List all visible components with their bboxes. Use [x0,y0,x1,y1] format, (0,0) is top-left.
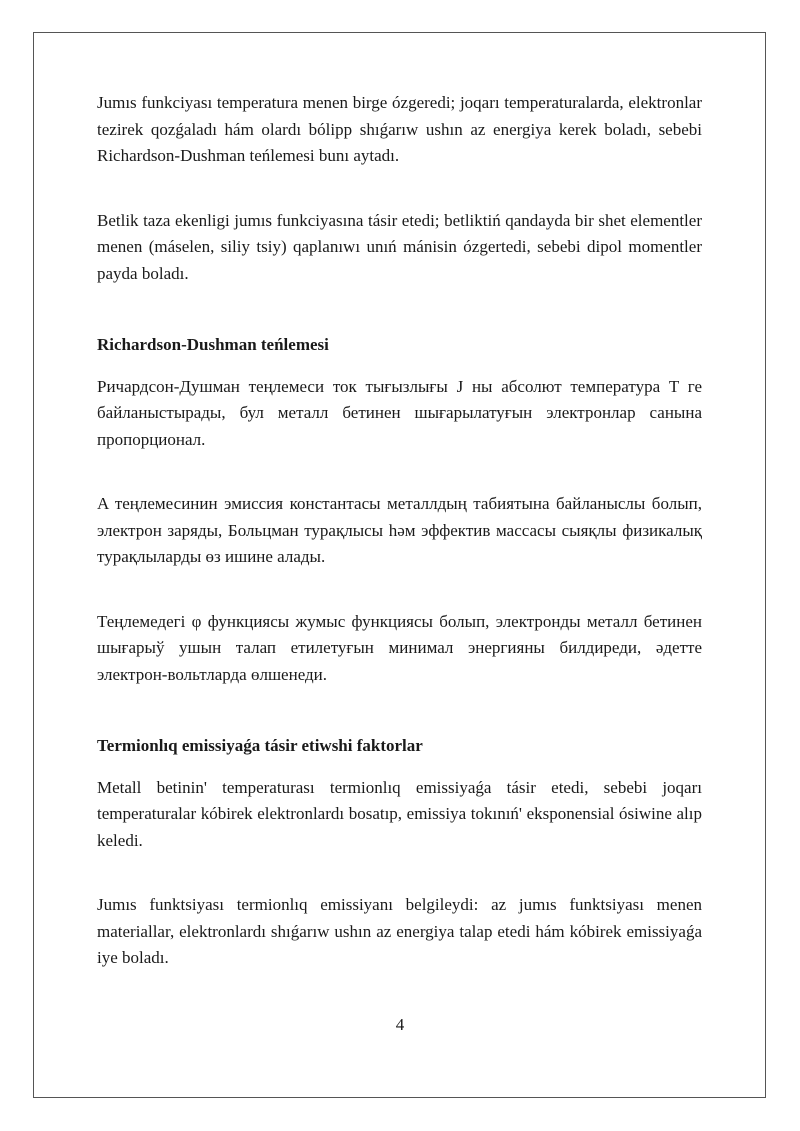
paragraph-emission-constant: A теңлемесинин эмиссия константасы металлдың табиятына байланыслы болып, электрон заряды, Больцман турақлысы һәм эффектив массасы сыяқлы физикалық турақлыларды өз ишине алады. [97,494,702,566]
paragraph-work-function-temperature: Jumıs funkciyası temperatura menen birge ózgeredi; joqarı temperaturalarda, elektronlar tezirek qozǵaladı hám olardı bólipp shıǵarıw ushın az energiya kerek boladı, sebebi Richardson-Dushman teńlemesi bunı aytadı. [97,93,702,165]
document-body [97,90,702,972]
heading-emission-factors: Termionlıq emissiyaǵa tásir etiwshi faktorlar [97,736,423,755]
paragraph-phi-work-function: Теңлемедегі φ функциясы жумыс функциясы болып, электронды металл бетинен шығарыў ушын талап етилетуғын минимал энергияны билдиреди, әдетте электрон-вольтларда өлшенеди. [97,611,702,684]
paragraph-richardson-current-density: Ричардсон-Душман теңлемеси ток тығызлығы J ны абсолют температура T ге байланыстырады, бул металл бетинен шығарылатуғын электронлар санына пропорционал. [97,376,702,449]
page-number: 4 [395,1015,405,1034]
paragraph-surface-cleanliness: Betlik taza ekenligi jumıs funkciyasına tásir etedi; betliktiń qandayda bir shet elementler menen (máselen, siliy tsiy) qaplanıwı unıń mánisin ózgertedi, sebebi dipol momentler payda boladı. [97,210,702,283]
paragraph-metal-temperature: Metall betinin' temperaturası termionlıq emissiyaǵa tásir etedi, sebebi joqarı temperaturalar kóbirek elektronlardı bosatıp, emissiya tokınıń' eksponensial ósiwine alıp keledi. [97,777,702,850]
heading-richardson-dushman: Richardson-Dushman teńlemesi [97,335,329,354]
paragraph-work-function-emission: Jumıs funktsiyası termionlıq emissiyanı belgileydi: az jumıs funktsiyası menen materiallar, elektronlardı shıǵarıw ushın az energiya talap etedi hám kóbirek emissiyaǵa iye boladı. [97,895,702,967]
